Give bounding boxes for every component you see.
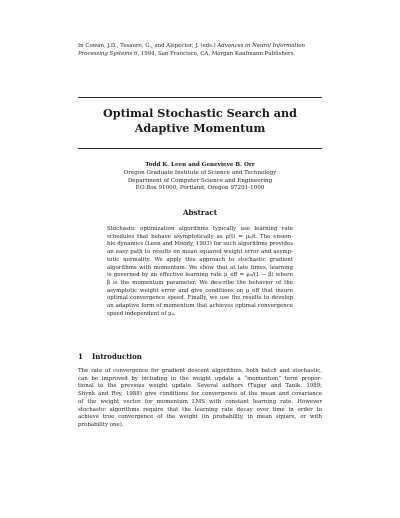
intro-paragraph [78, 368, 322, 430]
abstract-line: is governed by an effective learning rate μ_eff = μ₀/(1 − β) where [107, 272, 293, 279]
citation-publisher: , 1994, San Francisco, CA, Morgan Kaufmann Publishers. [137, 51, 296, 57]
citation-venue-cont: Processing Systems 6 [78, 51, 138, 57]
abstract-line: an adaptive form of momentum that achieves optimal convergence [107, 303, 293, 310]
abstract-line: optimal convergence speed. Finally, we use the results to develop [107, 295, 293, 302]
title-line-2: Adaptive Momentum [134, 121, 266, 135]
author-department: Department of Computer Science and Engineering [127, 177, 273, 184]
author-address: P.O.Box 91000, Portland, Oregon 97291-1000 [135, 185, 265, 192]
section-number: 1 [78, 352, 83, 361]
abstract-line: Stochastic optimization algorithms typically use learning rate [107, 226, 293, 232]
body-line: of the weight vector for momentum LMS with constant learning rate. However [78, 398, 322, 405]
abstract-line: asymptotic weight error and give conditions on μ_eff that insure [107, 287, 293, 294]
body-line: Shynk and Roy, 1988) give conditions for convergence of the mean and covariance [78, 391, 322, 398]
title-rule-top [78, 97, 322, 98]
body-line: stochastic algorithms require that the learning rate decay over time in order to [78, 406, 322, 413]
body-line: The rate of convergence for gradient descent algorithms, both batch and stochastic, [78, 368, 322, 374]
abstract-heading: Abstract [182, 208, 218, 217]
citation-line-2 [78, 50, 338, 58]
body-line: probability one). [78, 421, 124, 428]
paper-title [78, 106, 322, 136]
body-line: tional to the previous weight update. Several authors (Tugay and Tanik, 1989; [78, 383, 322, 390]
abstract-line: β is the momentum parameter. We describe the behavior of the [107, 279, 293, 286]
section-heading [78, 352, 322, 361]
abstract-body [107, 226, 293, 318]
title-rule-bottom [78, 148, 322, 149]
abstract-line: totic normality. We apply this approach to stochastic gradient [107, 256, 293, 263]
citation-header [78, 42, 338, 58]
author-institution: Oregon Graduate Institute of Science and Technology [123, 169, 277, 176]
body-line: achieve true convergence of the weight (in probability, in mean square, or with [78, 414, 322, 421]
abstract-line: schedules that behave asymptotically as μ(t) = μ₀/t. The ensem- [107, 233, 293, 240]
author-block [78, 162, 322, 193]
body-line: can be improved by including in the weight update a “momentum” term propor- [78, 375, 322, 382]
abstract-line: an easy path to results on mean squared weight error and asymp- [107, 249, 293, 256]
abstract-line: algorithms with momentum. We show that at late times, learning [107, 264, 293, 271]
author-names: Todd K. Leen and Genevieve B. Orr [145, 162, 255, 168]
section-title: Introduction [92, 352, 142, 361]
citation-venue: Advances in Neural Information [217, 43, 306, 49]
abstract-line: ble dynamics (Leen and Moody, 1993) for such algorithms provides [107, 241, 293, 248]
title-line-1: Optimal Stochastic Search and [103, 106, 297, 120]
abstract-line: speed independent of μ₀. [107, 310, 176, 317]
citation-line-1 [78, 42, 338, 50]
citation-editors: In Cowan, J.D., Tesauro, G., and Alspector, J. (eds.) [78, 43, 216, 49]
